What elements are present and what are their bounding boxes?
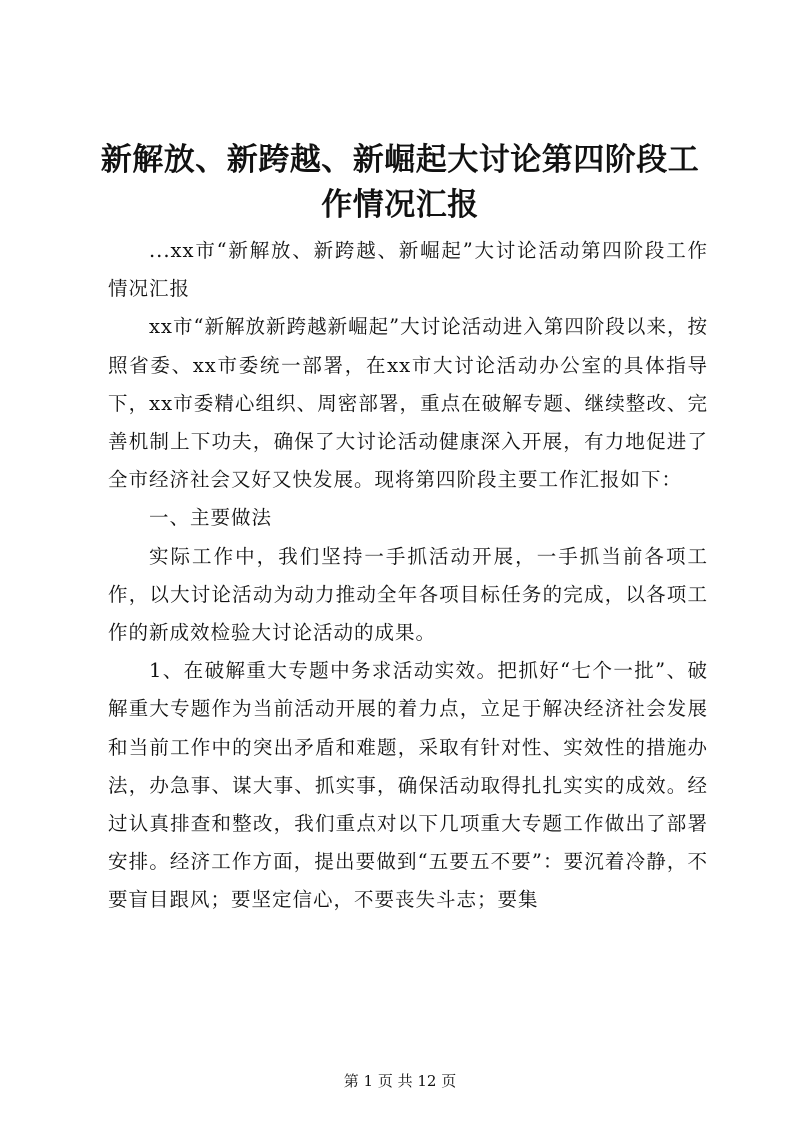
paragraph-subtitle: ...xx市“新解放、新跨越、新崛起”大讨论活动第四阶段工作情况汇报 bbox=[108, 239, 708, 301]
paragraph-practice: 实际工作中，我们坚持一手抓活动开展，一手抓当前各项工作，以大讨论活动为动力推动全年各项目标任务的完成，以各项工作的新成效检验大讨论活动的成果。 bbox=[108, 544, 708, 645]
page-footer: 第 1 页 共 12 页 bbox=[343, 1072, 457, 1090]
section-heading: 一、主要做法 bbox=[148, 506, 272, 530]
document-title: 新解放、新跨越、新崛起大讨论第四阶段工作情况汇报 bbox=[100, 142, 700, 223]
document-body bbox=[108, 232, 708, 920]
paragraph-item-1: 1、在破解重大专题中务求活动实效。把抓好“七个一批”、破解重大专题作为当前活动开展的着力点，立足于解决经济社会发展和当前工作中的突出矛盾和难题，采取有针对性、实效性的措施办法，办急事、谋大事、抓实事，确保活动取得扎扎实实的成效。经过认真排查和整改，我们重点对以下几项重大专题工作做出了部署安排。经济工作方面，提出要做到“五要五不要”：要沉着冷静，不要盲目跟风；要坚定信心，不要丧失斗志；要集 bbox=[108, 659, 708, 912]
paragraph-intro: xx市“新解放新跨越新崛起”大讨论活动进入第四阶段以来，按照省委、xx市委统一部署，在xx市大讨论活动办公室的具体指导下，xx市委精心组织、周密部署，重点在破解专题、继续整改、完善机制上下功夫，确保了大讨论活动健康深入开展，有力地促进了全市经济社会又好又快发展。现将第四阶段主要工作汇报如下： bbox=[108, 315, 708, 492]
